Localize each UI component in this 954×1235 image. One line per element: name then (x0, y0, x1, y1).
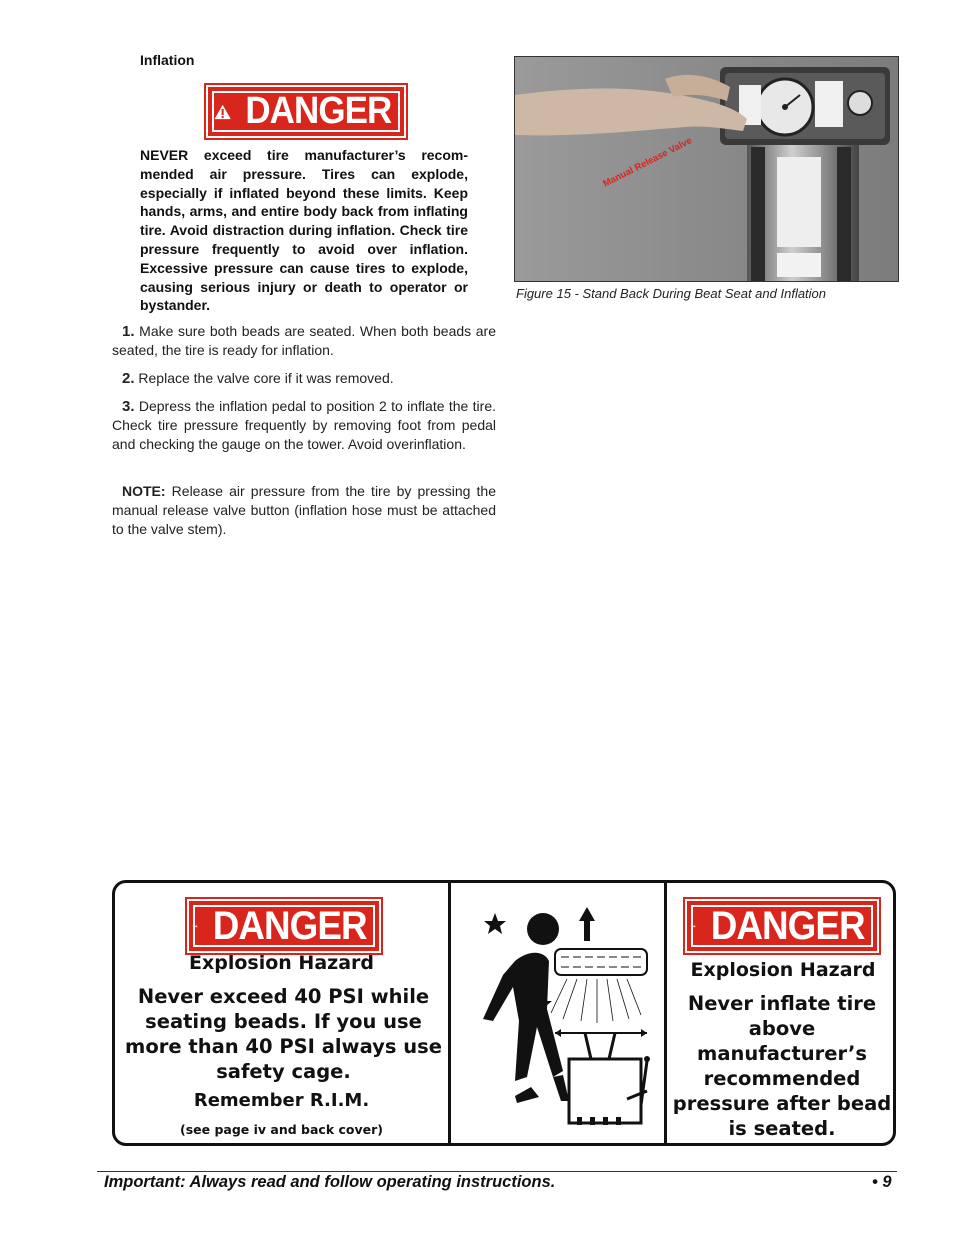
warning-triangle-icon (214, 97, 231, 127)
step-text: Make sure both beads are seated. When both beads are seated, the tire is ready for inflation. (112, 323, 497, 358)
figure-photo (514, 56, 899, 282)
danger-word: DANGER (245, 90, 392, 132)
step-text: Replace the valve core if it was removed. (138, 370, 394, 386)
danger-sign (206, 85, 406, 138)
warning-triangle-icon (693, 911, 696, 941)
page-number: • 9 (872, 1173, 892, 1191)
panel-divider (448, 883, 451, 1143)
step-number: 2. (122, 370, 135, 387)
safety-label-panel (112, 880, 896, 1146)
danger-warning-text: NEVER exceed tire manufacturer’s recom- mended air pressure. Tires can explode, especially if inflated beyond these limits. Keep hands, arms, and entire body back from inflating tire. Avoid distraction during inflation. Check tire pressure frequently to avoid over inflation. Excessive pressure can cause tires to explode, causing serious injury or death to operator or bystander. (140, 147, 468, 314)
danger-word: DANGER (212, 903, 367, 948)
note (112, 482, 496, 539)
step-text: Depress the inflation pedal to position 2 to inflate the tire. Check tire pressure frequently by removing foot from pedal and checking the gauge on the tower. Avoid overinflation. (112, 398, 496, 452)
figure-caption: Figure 15 - Stand Back During Beat Seat and Inflation (516, 286, 827, 301)
danger-sign (685, 899, 879, 953)
section-heading: Inflation (140, 52, 195, 68)
step-3 (112, 397, 496, 454)
note-text: Release air pressure from the tire by pressing the manual release valve button (inflation hose must be attached to the valve stem). (112, 483, 496, 537)
note-label: NOTE: (122, 483, 166, 499)
step-number: 1. (122, 323, 135, 340)
danger-sign (187, 899, 381, 953)
step-1 (112, 322, 496, 360)
left-rim-reminder: Remember R.I.M. (193, 1090, 370, 1111)
left-hazard-warning: Never exceed 40 PSI while seating beads. If you use more than 40 PSI always use safety cage. (125, 985, 442, 1083)
warning-triangle-icon (195, 911, 198, 941)
explosion-hazard-pictogram-icon (457, 891, 657, 1131)
footer-note: Important: Always read and follow operating instructions. (104, 1173, 556, 1191)
panel-divider (664, 883, 667, 1143)
step-2 (112, 369, 496, 388)
tire-changer-tower-photo (515, 57, 898, 281)
right-hazard-title: Explosion Hazard (690, 959, 876, 981)
left-hazard-title: Explosion Hazard (189, 952, 374, 974)
left-page-reference: (see page iv and back cover) (180, 1122, 383, 1137)
figure-callout: Manual Release Valve (601, 135, 694, 190)
footer-rule (97, 1171, 897, 1172)
right-hazard-warning: Never inflate tire above manufacturer’s recommended pressure after bead is seated. (672, 992, 892, 1140)
danger-word: DANGER (710, 903, 865, 948)
step-number: 3. (122, 398, 135, 415)
